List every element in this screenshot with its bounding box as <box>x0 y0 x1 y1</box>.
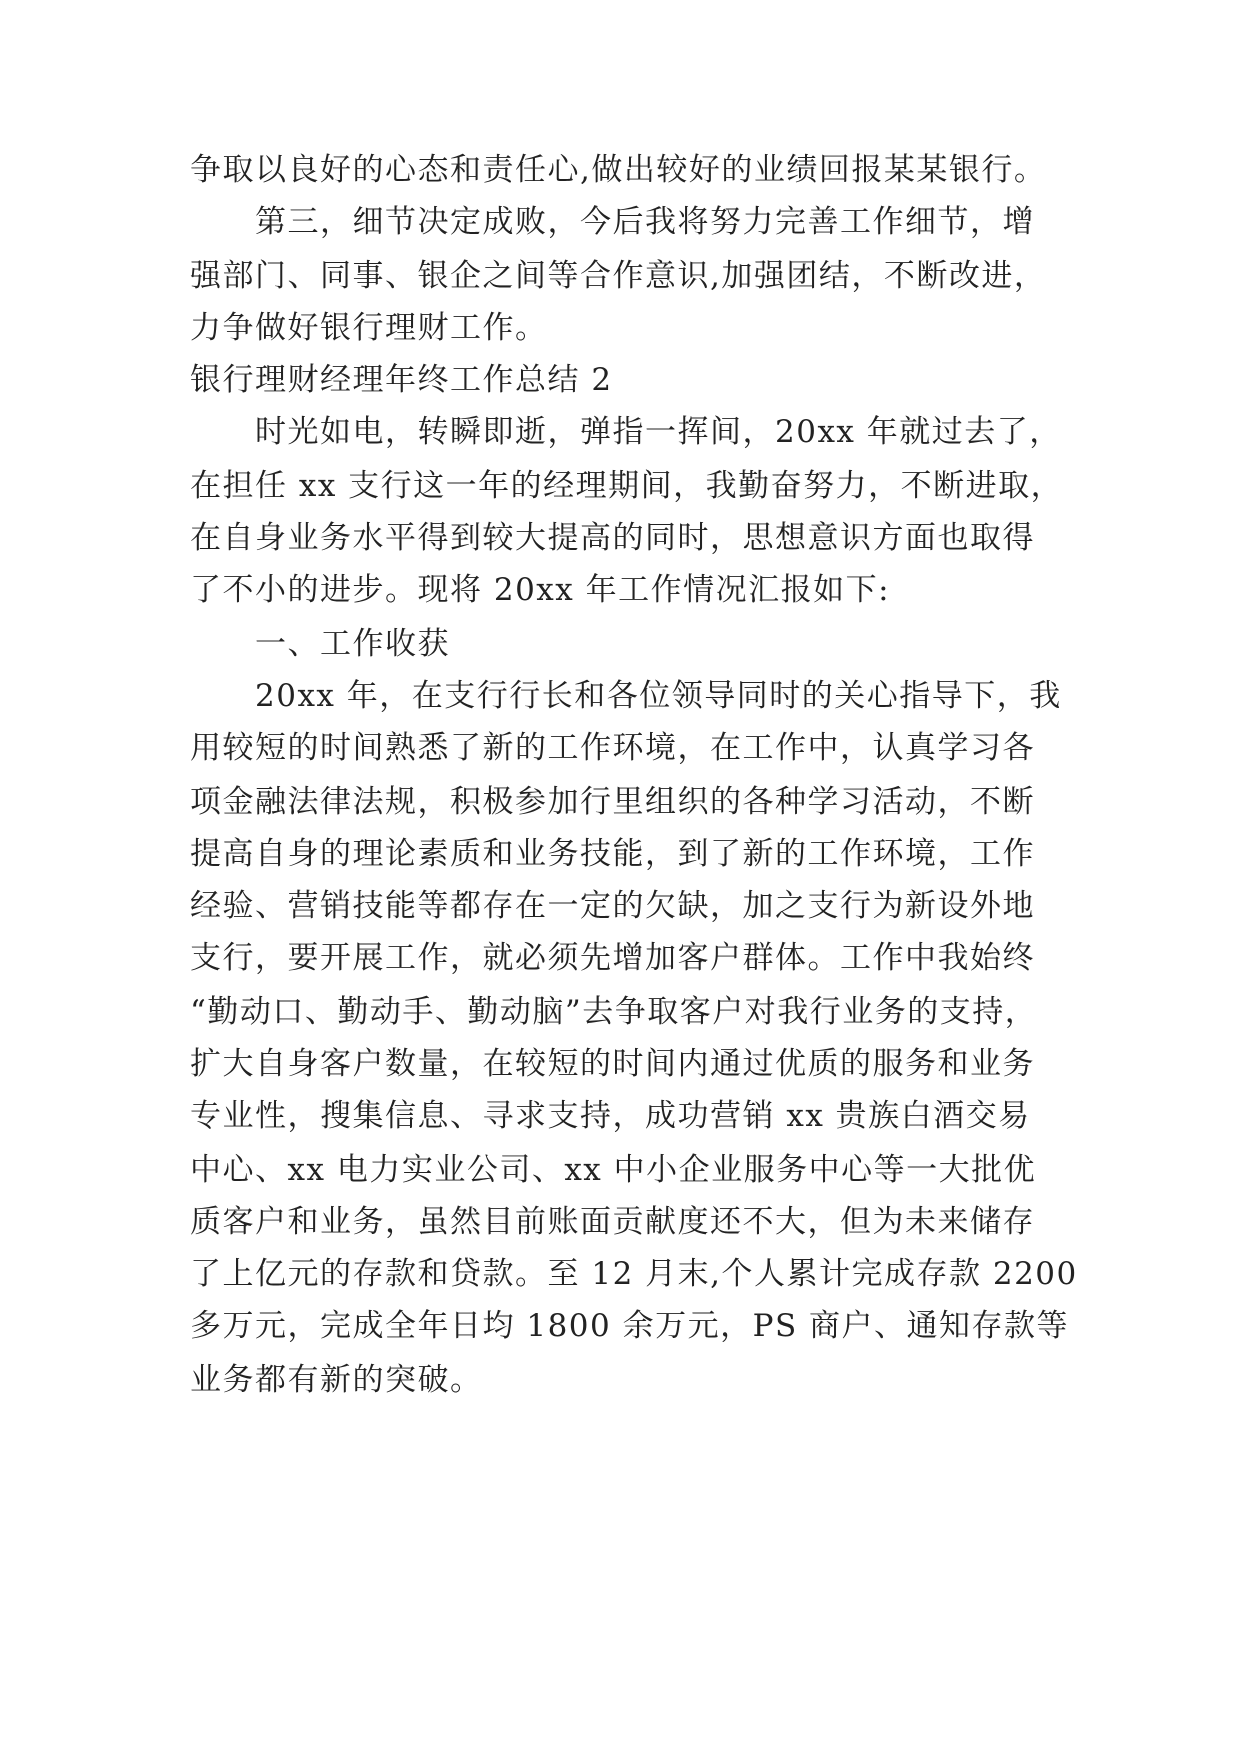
body-text-line: 了上亿元的存款和贷款。至 12 月末,个人累计完成存款 2200 <box>190 1256 1078 1292</box>
body-text-line: 扩大自身客户数量，在较短的时间内通过优质的服务和业务 <box>190 1046 1035 1082</box>
body-text-line: 支行，要开展工作，就必须先增加客户群体。工作中我始终 <box>190 940 1035 976</box>
body-text-line: 专业性，搜集信息、寻求支持，成功营销 xx 贵族白酒交易 <box>190 1098 1031 1134</box>
body-text-line: 业务都有新的突破。 <box>190 1362 483 1398</box>
body-text-line: 了不小的进步。现将 20xx 年工作情况汇报如下: <box>190 572 891 608</box>
body-text-line: 中心、xx 电力实业公司、xx 中小企业服务中心等一大批优 <box>190 1152 1037 1188</box>
body-text-line: 时光如电，转瞬即逝，弹指一挥间，20xx 年就过去了， <box>255 414 1062 450</box>
body-text-line: 质客户和业务，虽然目前账面贡献度还不大，但为未来储存 <box>190 1204 1035 1240</box>
body-text-line: 20xx 年，在支行行长和各位领导同时的关心指导下，我 <box>255 678 1062 714</box>
body-text-line: 在自身业务水平得到较大提高的同时，思想意识方面也取得 <box>190 520 1035 556</box>
section-heading: 银行理财经理年终工作总结 2 <box>190 362 613 398</box>
body-text-line: 强部门、同事、银企之间等合作意识,加强团结，不断改进， <box>190 258 1047 294</box>
body-text-line: 在担任 xx 支行这一年的经理期间，我勤奋努力，不断进取， <box>190 468 1064 504</box>
body-text-line: “勤动口、勤动手、勤动脑”去争取客户对我行业务的支持， <box>190 994 1038 1030</box>
body-text-line: 力争做好银行理财工作。 <box>190 310 548 346</box>
body-text-line: 项金融法律法规，积极参加行里组织的各种学习活动，不断 <box>190 784 1035 820</box>
body-text-line: 争取以良好的心态和责任心,做出较好的业绩回报某某银行。 <box>190 152 1047 188</box>
body-text-line: 多万元，完成全年日均 1800 余万元，PS 商户、通知存款等 <box>190 1308 1070 1344</box>
body-text-line: 经验、营销技能等都存在一定的欠缺，加之支行为新设外地 <box>190 888 1035 924</box>
body-text-line: 用较短的时间熟悉了新的工作环境，在工作中，认真学习各 <box>190 730 1035 766</box>
body-text-line: 提高自身的理论素质和业务技能，到了新的工作环境，工作 <box>190 836 1035 872</box>
body-text-line: 第三，细节决定成败，今后我将努力完善工作细节，增 <box>255 204 1035 240</box>
subsection-heading: 一、工作收获 <box>255 626 450 662</box>
